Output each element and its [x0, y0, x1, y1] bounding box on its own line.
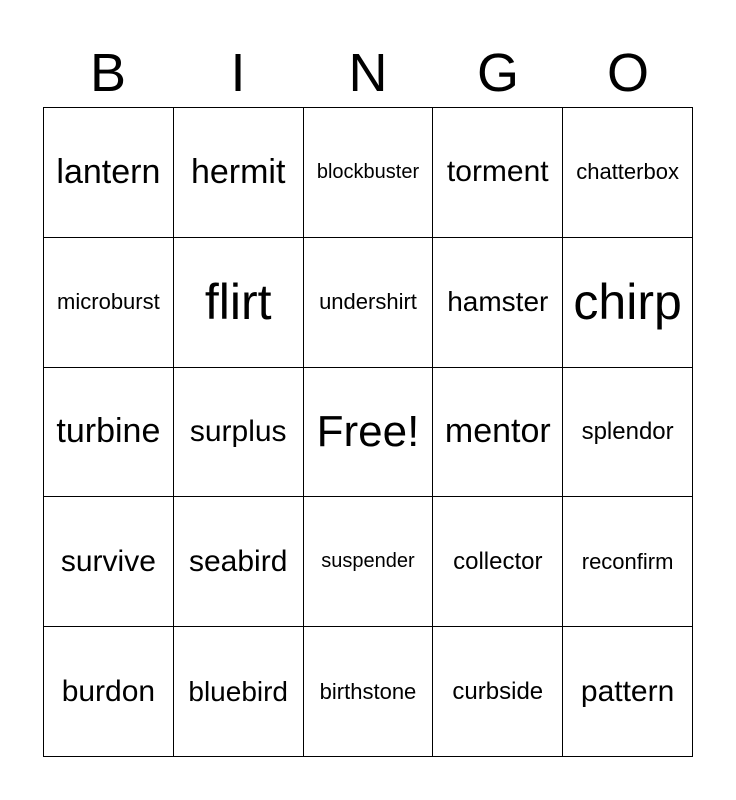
bingo-cell: collector	[433, 497, 563, 627]
bingo-cell: curbside	[433, 627, 563, 757]
bingo-cell: burdon	[44, 627, 174, 757]
bingo-cell: birthstone	[304, 627, 434, 757]
bingo-cell: reconfirm	[563, 497, 693, 627]
bingo-cell: surplus	[174, 368, 304, 498]
bingo-cell: hamster	[433, 238, 563, 368]
bingo-cell: chirp	[563, 238, 693, 368]
header-letter-b: B	[89, 43, 127, 103]
bingo-header	[43, 40, 693, 106]
bingo-cell: mentor	[433, 368, 563, 498]
bingo-cell: turbine	[44, 368, 174, 498]
bingo-cell: blockbuster	[304, 108, 434, 238]
header-letter-i: I	[230, 43, 246, 103]
bingo-cell: pattern	[563, 627, 693, 757]
bingo-cell: torment	[433, 108, 563, 238]
bingo-board	[43, 107, 693, 757]
header-letter-g: G	[476, 43, 519, 103]
bingo-cell: suspender	[304, 497, 434, 627]
bingo-cell: chatterbox	[563, 108, 693, 238]
header-letter-n: N	[348, 43, 388, 103]
bingo-cell: seabird	[174, 497, 304, 627]
bingo-cell: microburst	[44, 238, 174, 368]
bingo-cell: flirt	[174, 238, 304, 368]
bingo-cell: hermit	[174, 108, 304, 238]
bingo-cell: survive	[44, 497, 174, 627]
bingo-cell: undershirt	[304, 238, 434, 368]
header-letter-o: O	[606, 43, 649, 103]
bingo-cell: bluebird	[174, 627, 304, 757]
bingo-cell: lantern	[44, 108, 174, 238]
free-space-cell: Free!	[304, 368, 434, 498]
bingo-cell: splendor	[563, 368, 693, 498]
